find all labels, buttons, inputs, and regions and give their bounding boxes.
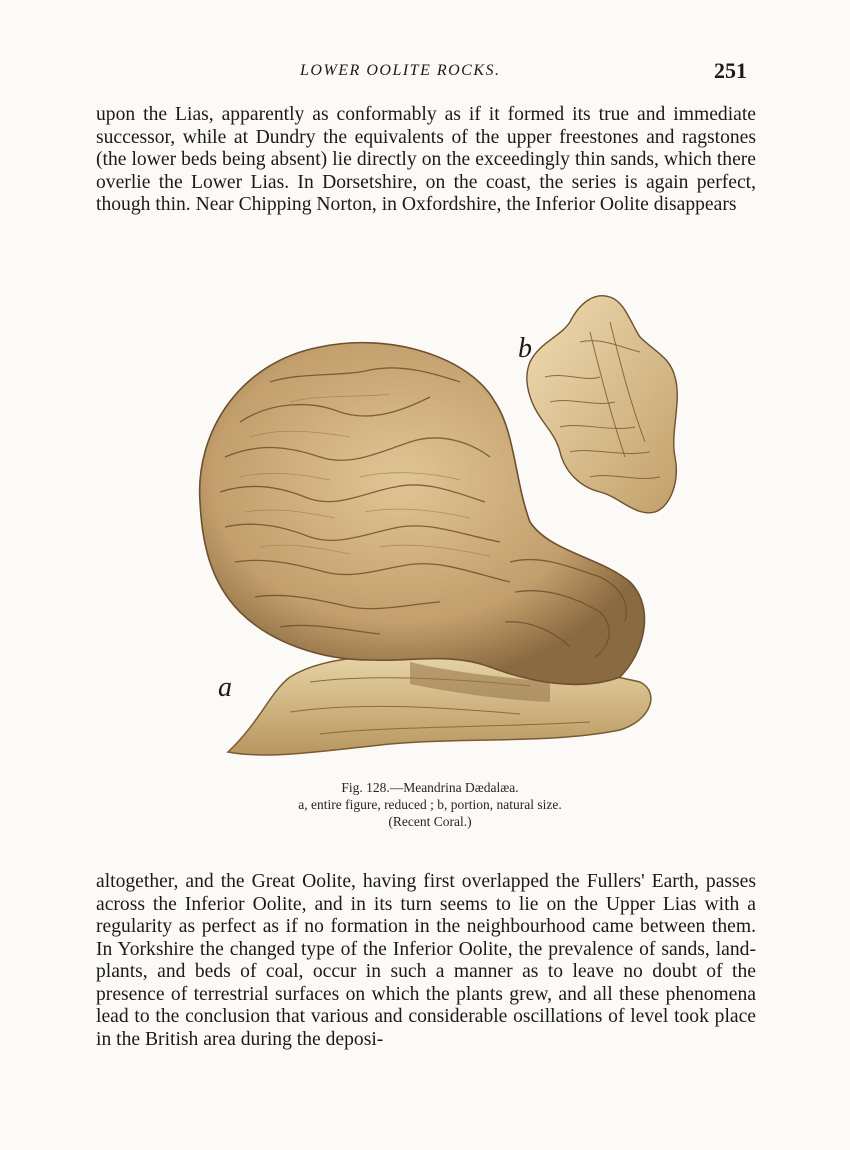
coral-illustration <box>170 282 690 762</box>
paragraph-top: upon the Lias, apparently as conformably as if it formed its true and immediate successor, while at Dundry the equivalents of the upper freestones and ragstones (the lower beds being absent) lie directly on the exceedingly thin sands, which there overlie the Lower Lias. In Dorsetshire, on the coast, the series is again perfect, though thin. Near Chipping Norton, in Oxfordshire, the Inferior Oolite disappears <box>96 104 756 215</box>
paragraph-bottom: altogether, and the Great Oolite, having first overlapped the Fullers' Earth, passes across the Inferior Oolite, and in its turn seems to lie on the Upper Lias with a regularity as perfect as if no formation in the neighbourhood came between them. In Yorkshire the changed type of the Inferior Oolite, the prevalence of sands, land-plants, and beds of coal, occur in such a manner as to leave no doubt of the presence of terrestrial surfaces on which the plants grew, and all these phenomena lead to the conclusion that various and considerable oscillations of level took place in the British area during the deposi- <box>96 871 756 1050</box>
caption-line-description: a, entire figure, reduced ; b, portion, natural size. <box>298 797 562 812</box>
page-number: 251 <box>714 58 747 83</box>
running-head <box>0 58 850 86</box>
coral-fragment <box>527 296 677 513</box>
figure-label-a: a <box>218 672 232 703</box>
running-title: LOWER OOLITE ROCKS. <box>300 62 501 79</box>
coral-drawing <box>170 282 690 762</box>
figure-caption <box>200 779 660 830</box>
caption-line-title: Fig. 128.—Meandrina Dædalæa. <box>341 780 519 795</box>
figure-label-b: b <box>518 333 532 364</box>
caption-line-note: (Recent Coral.) <box>388 814 472 829</box>
